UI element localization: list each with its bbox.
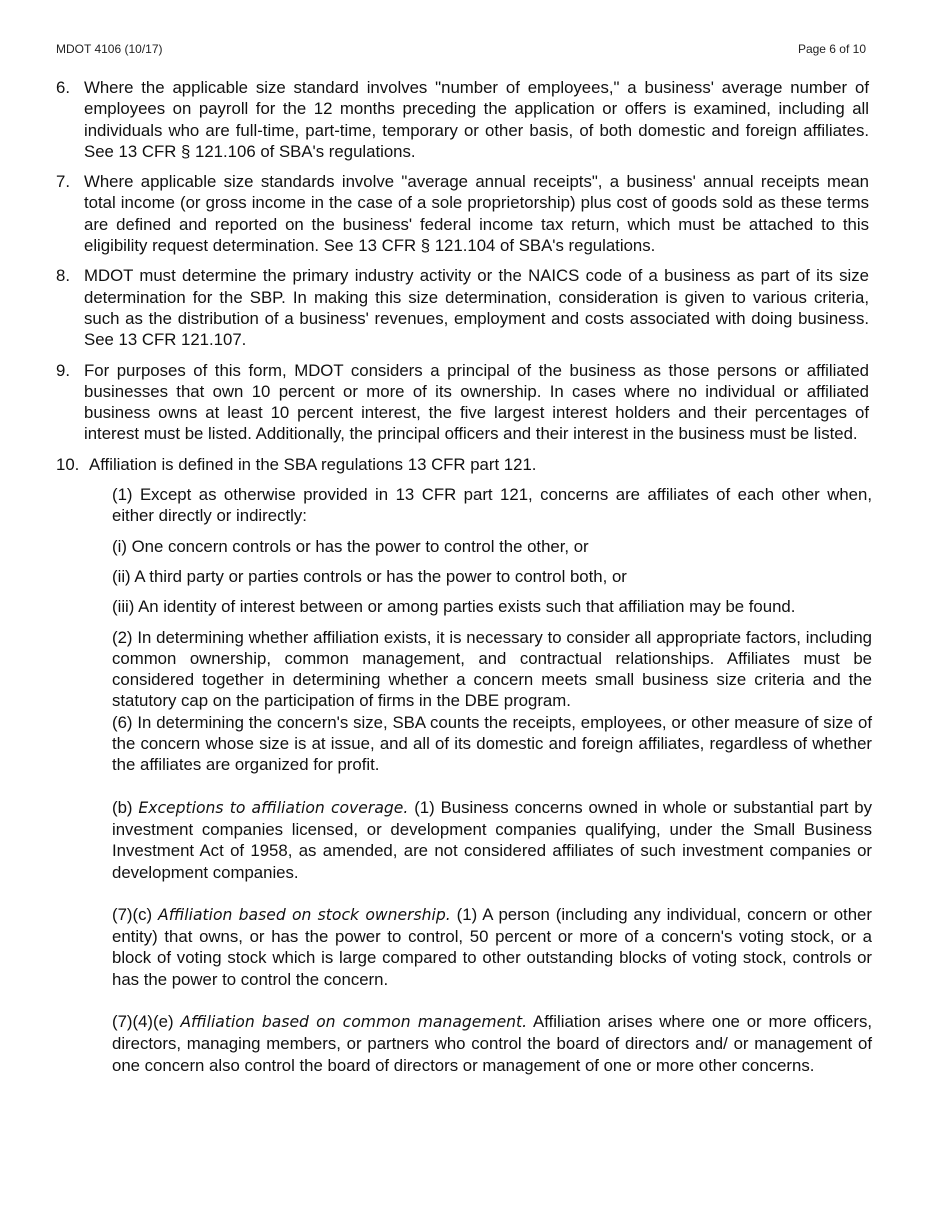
exceptions-text: (1) Business concerns owned in whole or substantial part by investment companies licensed, or development companies qualifying, under the Small Business Investment Act of 1958, as amended, are not considered affiliates of such investment companies or development companies. xyxy=(112,797,873,882)
list-item-6 xyxy=(56,77,869,162)
list-item-8 xyxy=(56,265,869,350)
page-number: Page 6 of 10 xyxy=(797,42,866,56)
stock-title: Affiliation based on stock ownership. xyxy=(158,905,451,924)
exceptions-prefix: (b) xyxy=(112,797,139,817)
item-number: 8. xyxy=(56,266,70,286)
list-item-10 xyxy=(56,454,869,475)
affiliation-clause-iii: (iii) An identity of interest between or among parties exists such that affiliation may be found. xyxy=(112,597,796,617)
stock-prefix: (7)(c) xyxy=(112,904,159,924)
affiliation-stock-ownership xyxy=(112,904,872,990)
affiliation-para-1: (1) Except as otherwise provided in 13 CFR part 121, concerns are affiliates of each other when, either directly or indirectly: xyxy=(112,485,872,526)
item-number: 10. xyxy=(56,454,80,474)
affiliation-exceptions xyxy=(112,797,872,883)
affiliation-para-6: (6) In determining the concern's size, SBA counts the receipts, employees, or other measure of size of the concern whose size is at issue, and all of its domestic and foreign affiliates, regardless of whether the affiliates are organized for profit. xyxy=(112,712,872,775)
management-prefix: (7)(4)(e) xyxy=(112,1011,181,1031)
affiliation-clause-ii: (ii) A third party or parties controls or has the power to control both, or xyxy=(112,566,627,586)
item-number: 9. xyxy=(56,360,70,380)
management-text: Affiliation arises where one or more officers, directors, managing members, or partners who control the board of directors and/ or management of one concern also control the board of directors or management of one or more other concerns. xyxy=(112,1011,873,1075)
document-body xyxy=(56,77,873,1076)
item-number: 6. xyxy=(56,78,70,97)
list-item-9 xyxy=(56,360,869,445)
item-text: MDOT must determine the primary industry activity or the NAICS code of a business as part of its size determination for the SBP. In making this size determination, consideration is given to various criteria, such as the distribution of a business' revenues, employment and costs associated with doing business. See 13 CFR 121.107. xyxy=(84,266,869,350)
affiliation-common-management xyxy=(112,1011,872,1076)
form-id: MDOT 4106 (10/17) xyxy=(56,42,163,56)
affiliation-para-2: (2) In determining whether affiliation exists, it is necessary to consider all appropriate factors, including common ownership, common management, and contractual relationships. Affiliates must be considered together in determining whether a concern meets small business size criteria and the statutory cap on the participation of firms in the DBE program. xyxy=(112,627,872,711)
management-title: Affiliation based on common management. xyxy=(180,1012,528,1031)
item-text: Affiliation is defined in the SBA regulations 13 CFR part 121. xyxy=(89,454,537,474)
exceptions-title: Exceptions to affiliation coverage. xyxy=(138,798,409,817)
list-item-7 xyxy=(56,171,869,256)
item-text: Where the applicable size standard involves "number of employees," a business' average number of employees on payroll for the 12 months preceding the application or offers is examined, including all individuals who are full-time, part-time, temporary or other basis, of both domestic and foreign affiliates. See 13 CFR § 121.106 of SBA's regulations. xyxy=(84,78,869,161)
item-text: Where applicable size standards involve "average annual receipts", a business' annual receipts mean total income (or gross income in the case of a sole proprietorship) plus cost of goods sold as these terms are defined and reported on the business' federal income tax return, which must be attached to this eligibility request determination. See 13 CFR § 121.104 of SBA's regulations. xyxy=(84,172,869,256)
affiliation-clause-i: (i) One concern controls or has the power to control the other, or xyxy=(112,536,589,556)
stock-text: (1) A person (including any individual, concern or other entity) that owns, or has the power to control, 50 percent or more of a concern's voting stock, or a block of voting stock which is large compared to other outstanding blocks of voting stock, controls or has the power to control the concern. xyxy=(112,904,872,989)
item-text: For purposes of this form, MDOT considers a principal of the business as those persons or affiliated businesses that own 10 percent or more of its ownership. In cases where no individual or affiliated business owns at least 10 percent interest, the five largest interest holders and their percentages of interest must be listed. Additionally, the principal officers and their interest in the business must be listed. xyxy=(84,360,869,444)
item-number: 7. xyxy=(56,172,70,192)
